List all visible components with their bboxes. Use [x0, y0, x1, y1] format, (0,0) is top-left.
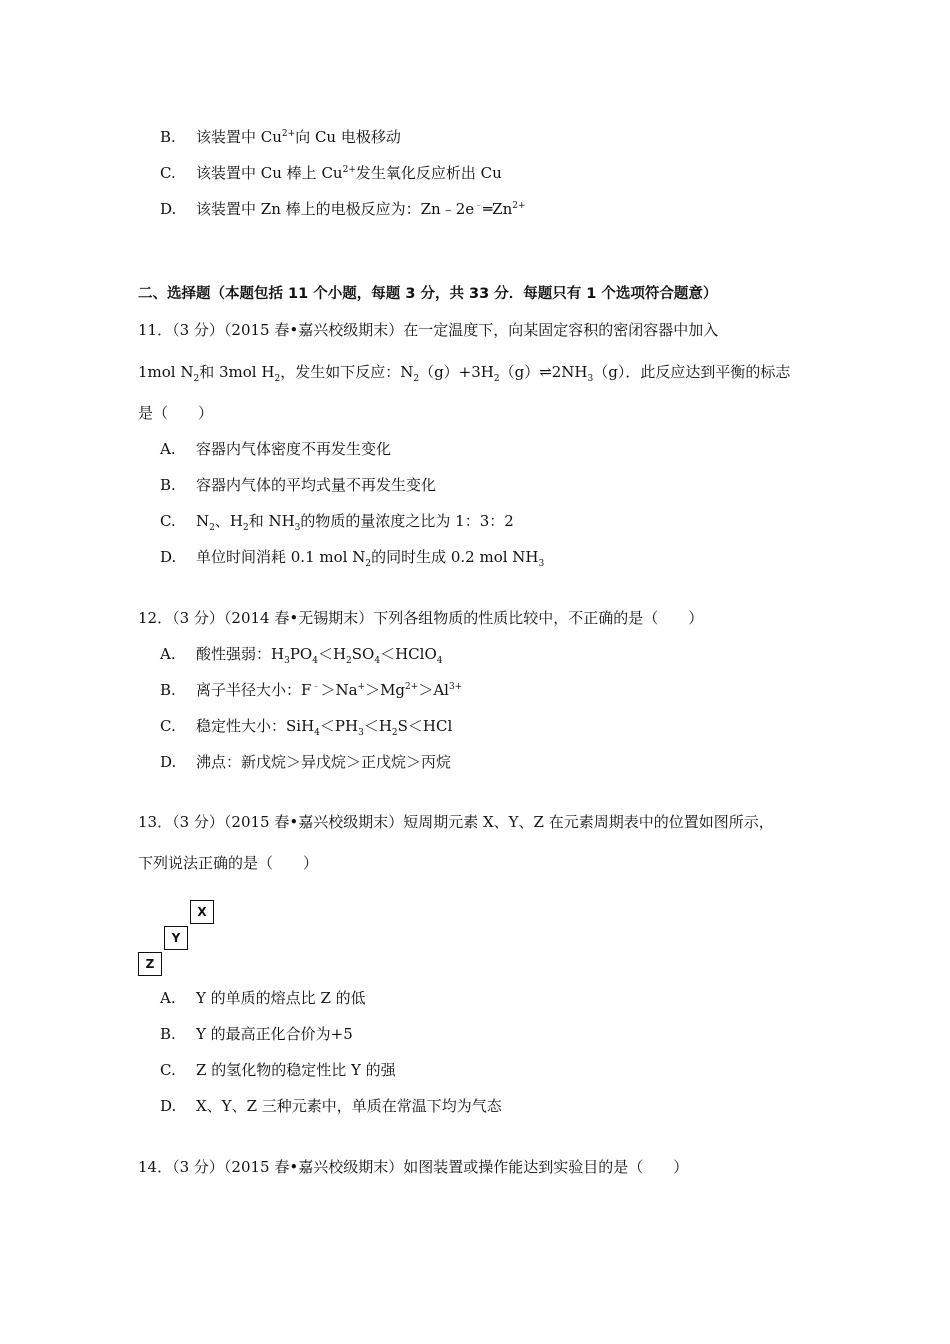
- option-text: ＜H: [317, 645, 347, 663]
- superscript: 2+: [342, 165, 356, 175]
- option-label: D.: [160, 1097, 177, 1115]
- q12-stem-line1: 12．（3 分）（2014 春•无锡期末）下列各组物质的性质比较中，不正确的是（ ）: [138, 609, 704, 627]
- q13-stem-line2: 下列说法正确的是（ ）: [138, 854, 319, 872]
- option-text: 和 NH: [248, 512, 295, 530]
- option-text: 酸性强弱：H: [196, 645, 285, 663]
- q10-option-d: [160, 199, 526, 219]
- q10-option-c: [160, 163, 502, 183]
- option-text: 容器内气体密度不再发生变化: [196, 440, 392, 458]
- subscript: 3: [538, 559, 545, 569]
- option-text: 的同时生成 0.2 mol NH: [371, 548, 539, 566]
- subscript: 2: [274, 374, 281, 384]
- element-cell-z: Z: [138, 952, 162, 976]
- option-text: ＜HClO: [380, 645, 437, 663]
- subscript: 3: [284, 656, 290, 666]
- option-text: 容器内气体的平均式量不再发生变化: [196, 476, 437, 494]
- subscript: 2: [346, 656, 352, 666]
- stem-text: 和 3mol H: [199, 363, 275, 381]
- q11-option-c: [160, 511, 514, 531]
- subscript: 2: [209, 523, 215, 533]
- q13-option-a: [160, 988, 366, 1008]
- option-text: 向 Cu 电极移动: [295, 128, 401, 146]
- option-label: A.: [160, 440, 176, 458]
- option-text: Y 的最高正化合价为+5: [196, 1025, 353, 1043]
- option-text: Z 的氢化物的稳定性比 Y 的强: [196, 1061, 396, 1079]
- option-label: B.: [160, 681, 176, 699]
- option-label: D.: [160, 200, 177, 218]
- option-text: ═Zn: [483, 200, 513, 218]
- option-text: 单位时间消耗 0.1 mol N: [196, 548, 366, 566]
- subscript: 2: [365, 559, 372, 569]
- superscript: 2+: [512, 201, 526, 211]
- option-label: C.: [160, 164, 176, 182]
- q12-option-c: [160, 716, 452, 736]
- q13-stem-line1: 13．（3 分）（2015 春•嘉兴校级期末）短周期元素 X、Y、Z 在元素周期表中的位置如图所示，: [138, 813, 774, 831]
- option-text: ＞Al: [418, 681, 449, 699]
- option-text: ＞Na: [320, 681, 358, 699]
- subscript: 4: [314, 728, 320, 738]
- option-label: B.: [160, 128, 176, 146]
- option-label: A.: [160, 645, 176, 663]
- stem-text: 1mol N: [138, 363, 194, 381]
- q12-option-d: [160, 752, 451, 772]
- stem-text: ，发生如下反应：N: [280, 363, 414, 381]
- option-text: Y 的单质的熔点比 Z 的低: [196, 989, 366, 1007]
- option-label: D.: [160, 548, 177, 566]
- superscript: ﹣: [474, 201, 484, 211]
- option-text: 沸点：新戊烷＞异戊烷＞正戊烷＞丙烷: [196, 753, 452, 771]
- option-text: PO: [289, 645, 313, 663]
- option-label: A.: [160, 989, 176, 1007]
- element-cell-x: X: [190, 900, 214, 924]
- option-text: S＜HCl: [397, 717, 453, 735]
- subscript: 2: [391, 728, 398, 738]
- option-label: B.: [160, 476, 176, 494]
- subscript: 3: [587, 374, 594, 384]
- q11-stem-line3: 是（ ）: [138, 404, 214, 422]
- section-heading: 二、选择题（本题包括 11 个小题，每题 3 分，共 33 分．每题只有 1 个选项符合题意）: [138, 286, 718, 302]
- superscript: 3+: [448, 682, 463, 692]
- subscript: 2: [242, 523, 249, 533]
- option-text: N: [196, 512, 210, 530]
- subscript: 3: [294, 523, 301, 533]
- option-text: X、Y、Z 三种元素中，单质在常温下均为气态: [196, 1097, 502, 1115]
- q13-option-d: [160, 1096, 502, 1116]
- option-label: C.: [160, 512, 176, 530]
- option-text: ＜H: [363, 717, 392, 735]
- superscript: +: [357, 682, 366, 692]
- option-label: D.: [160, 753, 177, 771]
- option-text: 稳定性大小：SiH: [196, 717, 315, 735]
- stem-text: （g）．此反应达到平衡的标志: [593, 363, 791, 381]
- stem-text: （g）⇌2NH: [499, 363, 588, 381]
- q11-option-d: [160, 547, 544, 567]
- q12-option-b: [160, 680, 462, 700]
- element-cell-y: Y: [164, 926, 188, 950]
- option-text: 的物质的量浓度之比为 1：3：2: [300, 512, 514, 530]
- q11-stem-line1: 11．（3 分）（2015 春•嘉兴校级期末）在一定温度下，向某固定容积的密闭容器中加入: [138, 321, 719, 339]
- subscript: 2: [193, 374, 200, 384]
- option-text: SO: [351, 645, 375, 663]
- q10-option-b: [160, 127, 401, 147]
- option-label: B.: [160, 1025, 176, 1043]
- option-text: 离子半径大小：F: [196, 681, 312, 699]
- subscript: 4: [312, 656, 318, 666]
- q11-stem-line2: [138, 362, 790, 382]
- subscript: 2: [413, 374, 420, 384]
- superscript: 2+: [405, 682, 419, 692]
- q11-option-b: [160, 475, 436, 495]
- option-text: 该装置中 Zn 棒上的电极反应为：Zn﹣2e: [196, 200, 475, 218]
- q12-option-a: [160, 644, 442, 664]
- q11-option-a: [160, 439, 391, 459]
- stem-text: （g）+3H: [419, 363, 494, 381]
- option-label: C.: [160, 1061, 176, 1079]
- q13-option-b: [160, 1024, 353, 1044]
- q14-stem-line1: 14．（3 分）（2015 春•嘉兴校级期末）如图装置或操作能达到实验目的是（ ）: [138, 1158, 689, 1176]
- subscript: 4: [374, 656, 381, 666]
- option-text: 该装置中 Cu: [196, 128, 282, 146]
- periodic-table-fragment: [138, 900, 218, 978]
- superscript: 2+: [281, 129, 296, 139]
- option-text: ＜PH: [319, 717, 359, 735]
- q13-option-c: [160, 1060, 396, 1080]
- option-text: 该装置中 Cu 棒上 Cu: [196, 164, 343, 182]
- superscript: ﹣: [311, 682, 321, 692]
- subscript: 3: [358, 728, 364, 738]
- option-text: 、H: [214, 512, 243, 530]
- option-text: ＞Mg: [365, 681, 406, 699]
- option-label: C.: [160, 717, 176, 735]
- subscript: 4: [436, 656, 443, 666]
- option-text: 发生氧化反应析出 Cu: [355, 164, 502, 182]
- subscript: 2: [493, 374, 500, 384]
